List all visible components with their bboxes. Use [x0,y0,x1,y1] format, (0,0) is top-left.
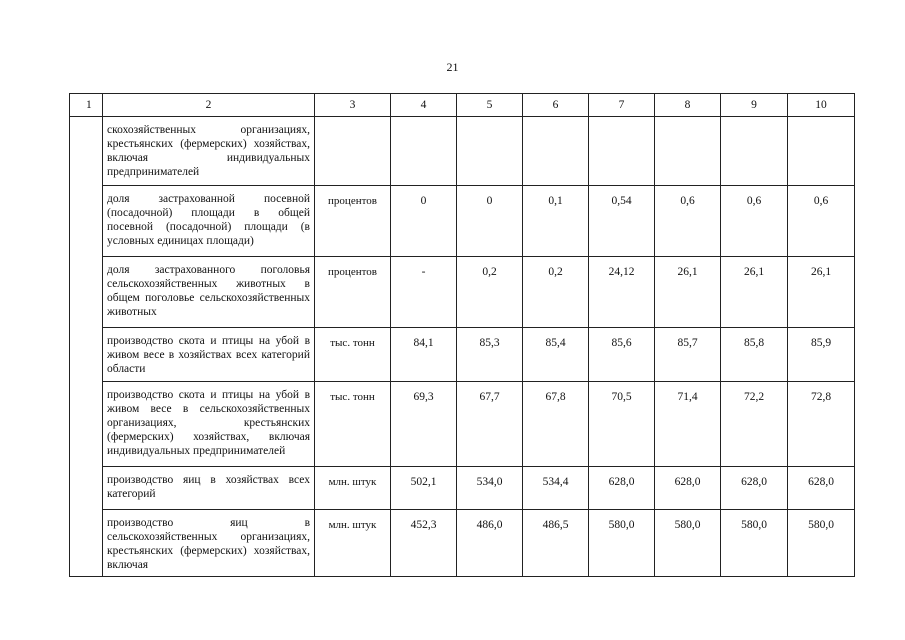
row-value: 70,5 [589,382,655,467]
row-value: 85,9 [788,328,855,382]
row-value: 0,2 [457,257,523,328]
row-value: 534,0 [457,467,523,510]
row-description: доля застрахованного поголовья сельскохозяйственных животных в общем поголовье сельскохозяйственных животных [103,257,315,328]
table-row [70,467,855,510]
table-row [70,117,855,186]
table-row [70,257,855,328]
header-cell-2: 2 [103,94,315,117]
row-value: 26,1 [721,257,788,328]
row-value: 628,0 [589,467,655,510]
header-cell-7: 7 [589,94,655,117]
row-value: 502,1 [391,467,457,510]
row-value: 0,54 [589,186,655,257]
row-value: 24,12 [589,257,655,328]
row-unit: процентов [315,186,391,257]
row-value: - [391,257,457,328]
row-value [589,117,655,186]
row-description: производство скота и птицы на убой в живом весе в сельскохозяйственных организациях, крестьянских (фермерских) хозяйствах, включая индивидуальных предпринимателей [103,382,315,467]
row-value: 486,5 [523,510,589,577]
data-table [69,93,855,577]
table-row [70,186,855,257]
row-value: 72,8 [788,382,855,467]
page-number: 21 [446,60,459,74]
row-value: 67,7 [457,382,523,467]
row-unit: тыс. тонн [315,328,391,382]
row-value: 26,1 [655,257,721,328]
row-value: 67,8 [523,382,589,467]
row-value: 534,4 [523,467,589,510]
row-value: 580,0 [788,510,855,577]
index-cell [70,117,103,577]
header-cell-4: 4 [391,94,457,117]
row-value: 84,1 [391,328,457,382]
row-value: 0,6 [788,186,855,257]
header-cell-8: 8 [655,94,721,117]
row-value: 628,0 [788,467,855,510]
row-value [523,117,589,186]
row-value: 0 [391,186,457,257]
row-unit [315,117,391,186]
row-value: 452,3 [391,510,457,577]
row-value: 0,6 [655,186,721,257]
row-value: 85,7 [655,328,721,382]
row-value: 26,1 [788,257,855,328]
row-unit: тыс. тонн [315,382,391,467]
row-value: 85,8 [721,328,788,382]
header-cell-6: 6 [523,94,589,117]
row-value [457,117,523,186]
table-row [70,328,855,382]
row-description: производство яиц в хозяйствах всех категорий [103,467,315,510]
row-value: 72,2 [721,382,788,467]
row-value: 628,0 [721,467,788,510]
row-value: 85,3 [457,328,523,382]
row-value: 580,0 [589,510,655,577]
row-value: 580,0 [721,510,788,577]
row-value: 85,4 [523,328,589,382]
row-description: скохозяйственных организациях, крестьянских (фермерских) хозяйствах, включая индивидуальных предпринимателей [103,117,315,186]
row-value: 0 [457,186,523,257]
row-value: 85,6 [589,328,655,382]
row-value: 71,4 [655,382,721,467]
header-row [70,94,855,117]
row-unit: млн. штук [315,467,391,510]
row-unit: процентов [315,257,391,328]
header-cell-10: 10 [788,94,855,117]
table-row [70,510,855,577]
row-description: доля застрахованной посевной (посадочной) площади в общей посевной (посадочной) площади (в условных единицах площади) [103,186,315,257]
row-description: производство скота и птицы на убой в живом весе в хозяйствах всех категорий области [103,328,315,382]
row-value: 0,2 [523,257,589,328]
row-value: 0,6 [721,186,788,257]
row-value [788,117,855,186]
row-value: 628,0 [655,467,721,510]
row-value [655,117,721,186]
table-row [70,382,855,467]
row-unit: млн. штук [315,510,391,577]
header-cell-1: 1 [70,94,103,117]
row-value: 69,3 [391,382,457,467]
row-description: производство яиц в сельскохозяйственных организациях, крестьянских (фермерских) хозяйствах, включая [103,510,315,577]
row-value: 486,0 [457,510,523,577]
row-value [391,117,457,186]
row-value: 580,0 [655,510,721,577]
header-cell-3: 3 [315,94,391,117]
row-value: 0,1 [523,186,589,257]
header-cell-5: 5 [457,94,523,117]
row-value [721,117,788,186]
header-cell-9: 9 [721,94,788,117]
